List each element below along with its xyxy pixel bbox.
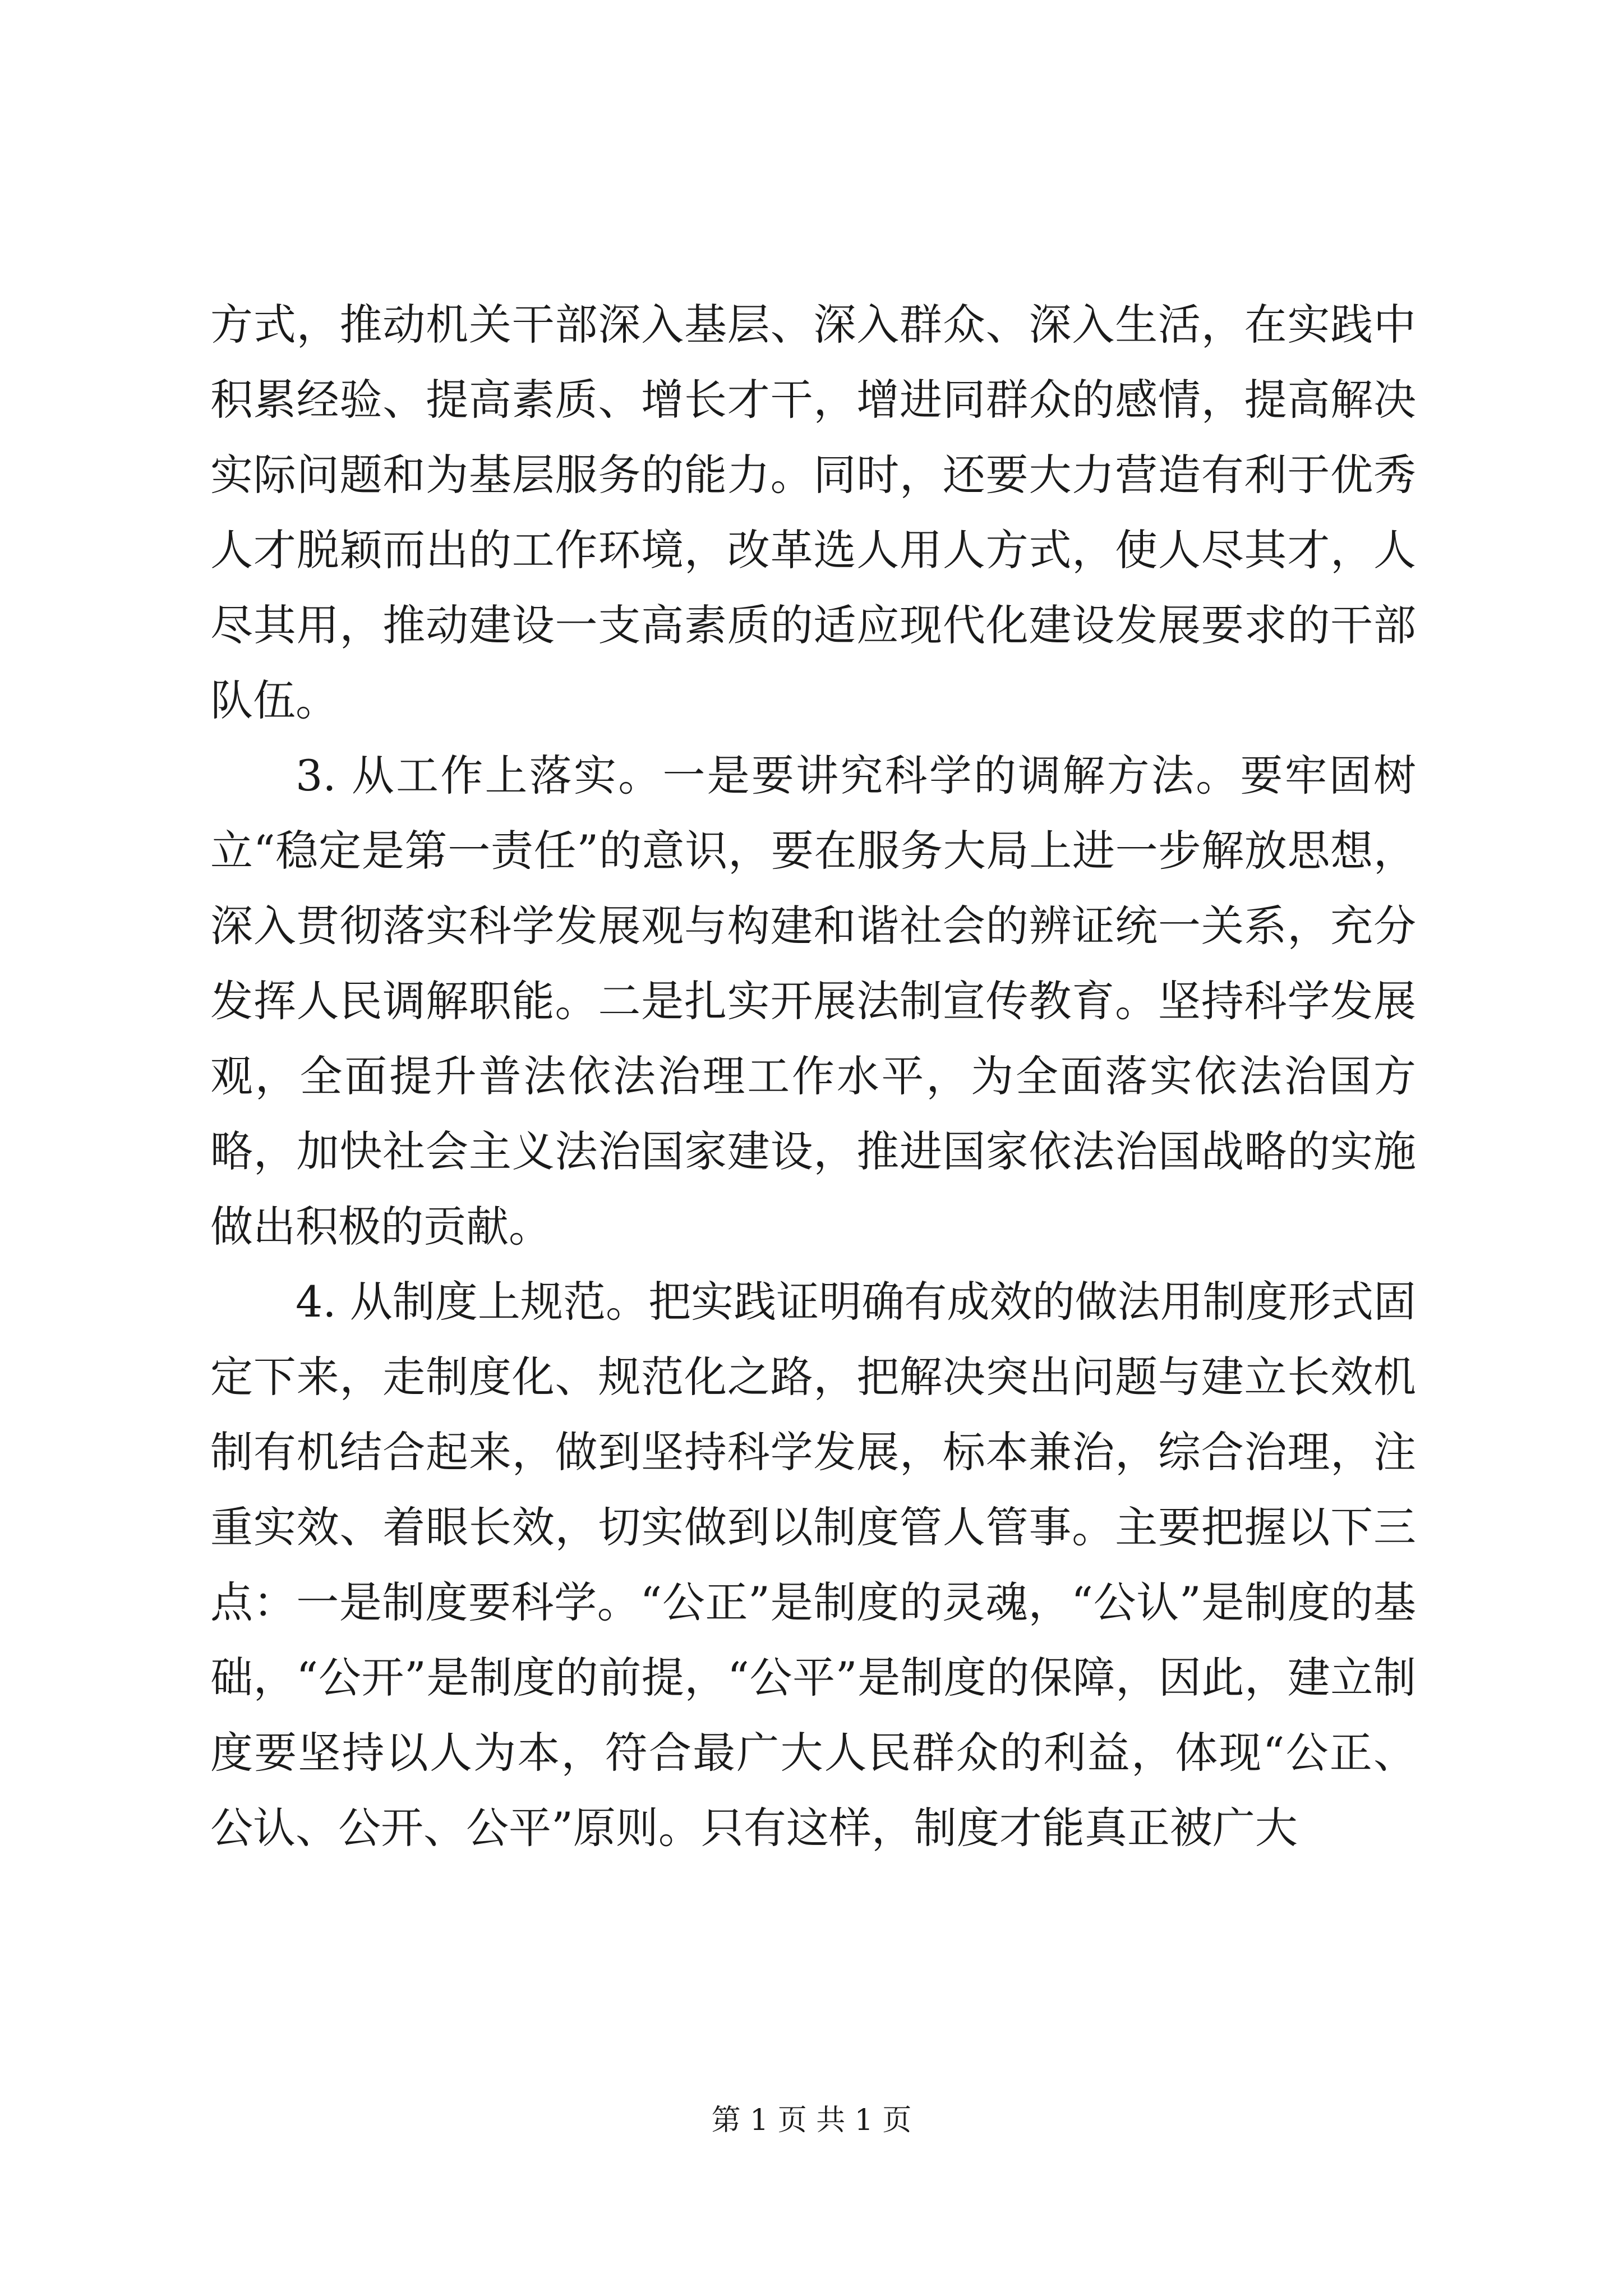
paragraph-1: 方式，推动机关干部深入基层、深入群众、深入生活，在实践中积累经验、提高素质、增长才干，增进同群众的感情，提高解决实际问题和为基层服务的能力。同时，还要大力营造有利于优秀人才脱颖而出的工作环境，改革选人用人方式，使人尽其才，人尽其用，推动建设一支高素质的适应现代化建设发展要求的干部队伍。: [210, 300, 1416, 725]
paragraph-2: 3. 从工作上落实。一是要讲究科学的调解方法。要牢固树立“稳定是第一责任”的意识，要在服务大局上进一步解放思想，深入贯彻落实科学发展观与构建和谐社会的辨证统一关系，充分发挥人民调解职能。二是扎实开展法制宣传教育。坚持科学发展观，全面提升普法依法治理工作水平，为全面落实依法治国方略，加快社会主义法治国家建设，推进国家依法治国战略的实施做出积极的贡献。: [210, 751, 1416, 1251]
page-footer: 第 1 页 共 1 页: [711, 2104, 912, 2137]
document-body: [210, 287, 1416, 1866]
paragraph-3: 4. 从制度上规范。把实践证明确有成效的做法用制度形式固定下来，走制度化、规范化之路，把解决突出问题与建立长效机制有机结合起来，做到坚持科学发展，标本兼治，综合治理，注重实效、着眼长效，切实做到以制度管人管事。主要把握以下三点：一是制度要科学。“公正”是制度的灵魂，“公认”是制度的基础，“公开”是制度的前提，“公平”是制度的保障，因此，建立制度要坚持以人为本，符合最广大人民群众的利益，体现“公正、公认、公开、公平”原则。只有这样，制度才能真正被广大: [210, 1277, 1416, 1853]
